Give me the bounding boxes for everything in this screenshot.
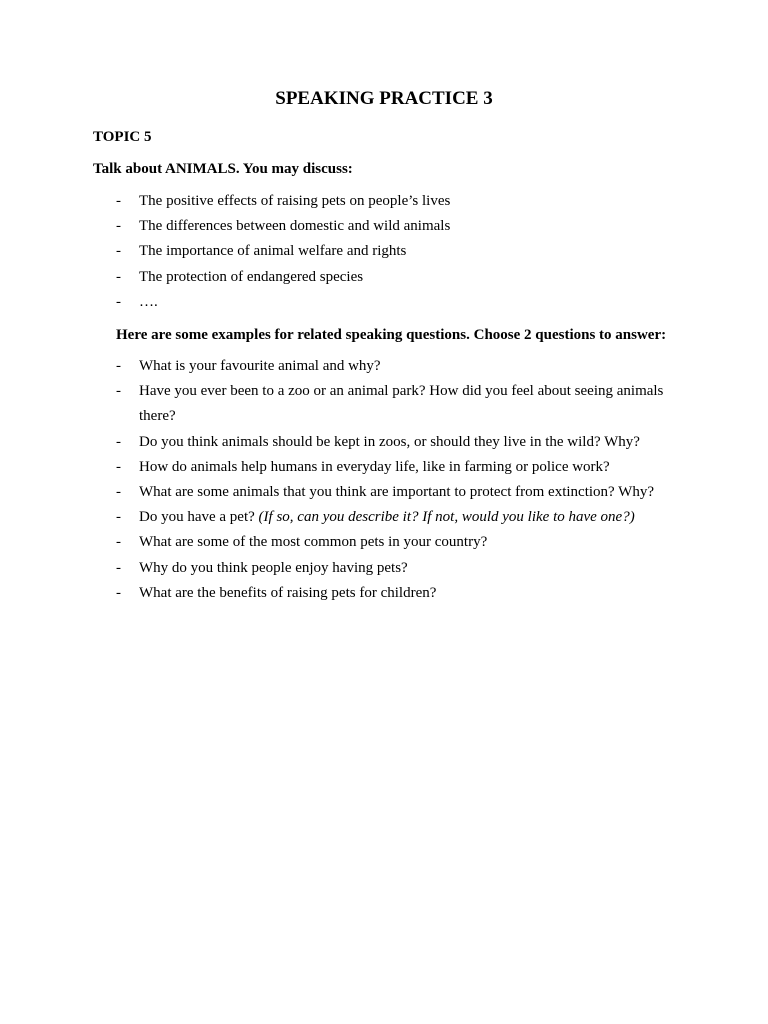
- bullet-dash: -: [116, 559, 121, 576]
- bullet-dash: -: [116, 293, 121, 310]
- list-item: [0, 189, 699, 214]
- bullet-dash: -: [116, 534, 121, 551]
- discussion-points-list: [0, 189, 699, 315]
- list-item: [0, 430, 699, 455]
- bullet-dash: -: [116, 383, 121, 400]
- list-item: [0, 480, 699, 505]
- question-text: How do animals help humans in everyday life, like in farming or police work?: [139, 458, 610, 475]
- bullet-dash: -: [116, 584, 121, 601]
- list-item: [0, 379, 699, 429]
- list-item: [0, 505, 699, 530]
- discussion-point-text: The protection of endangered species: [139, 268, 364, 285]
- bullet-dash: -: [116, 509, 121, 526]
- bullet-dash: -: [116, 358, 121, 374]
- list-item: [0, 239, 699, 264]
- bullet-dash: -: [116, 458, 121, 475]
- bullet-dash: -: [116, 484, 121, 501]
- list-item: [0, 354, 699, 379]
- question-text: What are the benefits of raising pets for children?: [139, 584, 437, 601]
- bullet-dash: -: [116, 218, 121, 235]
- discussion-point-text: The positive effects of raising pets on people’s lives: [139, 193, 451, 209]
- list-item: [0, 581, 699, 606]
- topic-intro: Talk about ANIMALS. You may discuss:: [93, 161, 353, 177]
- bullet-dash: -: [116, 268, 121, 285]
- question-text: Why do you think people enjoy having pets?: [139, 559, 408, 576]
- list-item: [0, 455, 699, 480]
- speaking-questions-list: [0, 354, 699, 606]
- discussion-point-text: The importance of animal welfare and rights: [139, 243, 407, 260]
- questions-instruction: Here are some examples for related speaking questions. Choose 2 questions to answer:: [116, 327, 667, 343]
- list-item: [0, 556, 699, 581]
- list-item: [0, 214, 699, 239]
- topic-label: TOPIC 5: [93, 129, 152, 145]
- bullet-dash: -: [116, 193, 121, 209]
- question-text: Do you think animals should be kept in zoos, or should they live in the wild? Why?: [139, 433, 640, 450]
- bullet-dash: -: [116, 243, 121, 260]
- question-text: Do you have a pet?: [139, 509, 259, 526]
- list-item: [0, 530, 699, 555]
- question-text: What are some of the most common pets in your country?: [139, 534, 488, 551]
- question-text: What are some animals that you think are important to protect from extinction? Why?: [139, 484, 654, 501]
- page-title: SPEAKING PRACTICE 3: [275, 88, 493, 109]
- list-item: [0, 290, 699, 315]
- question-text: Have you ever been to a zoo or an animal park? How did you feel about seeing animals there?: [139, 383, 664, 425]
- discussion-point-text: The differences between domestic and wild animals: [139, 218, 451, 235]
- discussion-point-text: ….: [139, 293, 158, 310]
- question-italic-note: (If so, can you describe it? If not, would you like to have one?): [258, 509, 635, 526]
- list-item: [0, 265, 699, 290]
- question-text: What is your favourite animal and why?: [139, 358, 381, 374]
- bullet-dash: -: [116, 433, 121, 450]
